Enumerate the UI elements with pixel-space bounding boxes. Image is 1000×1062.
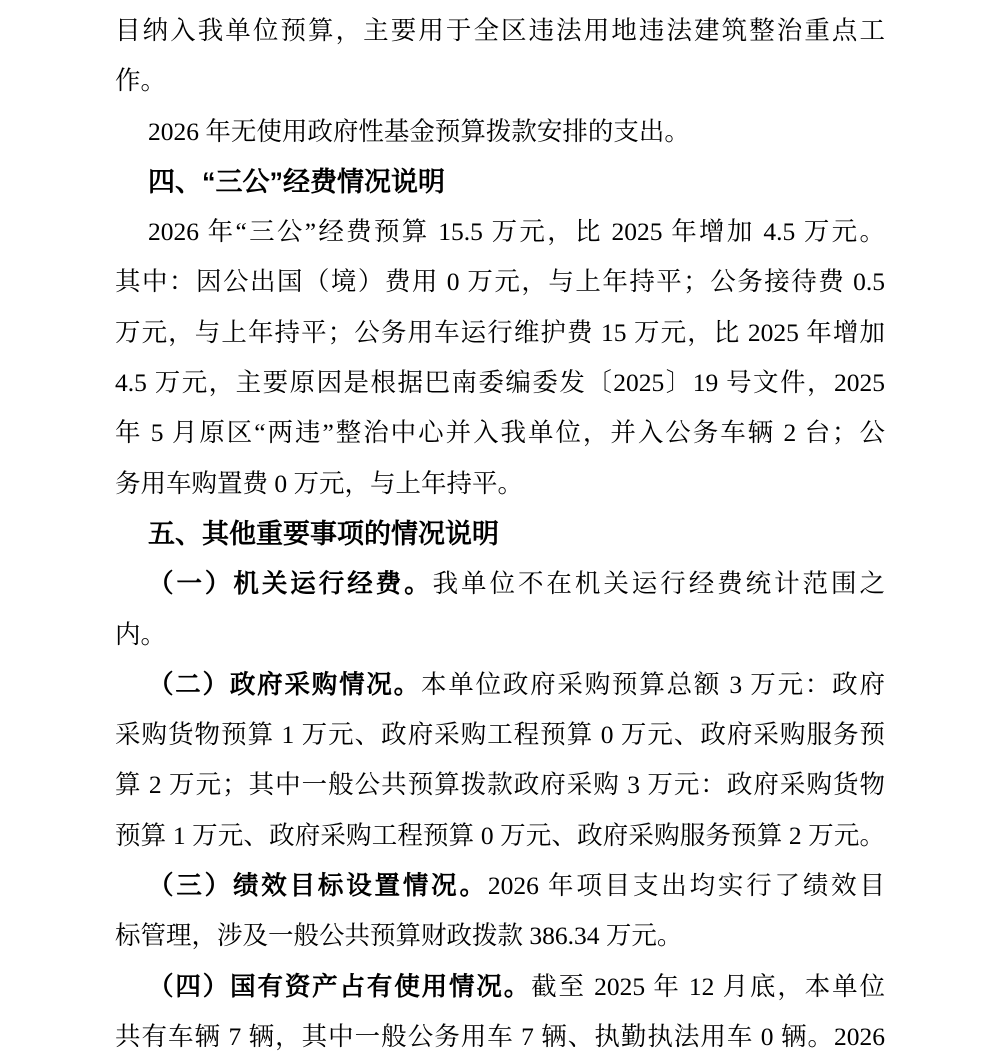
- body-text: 2026 年无使用政府性基金预算拨款安排的支出。: [148, 116, 690, 146]
- body-text: 年 5 月原区“两违”整治中心并入我单位，并入公务车辆 2 台；公: [115, 418, 885, 448]
- section-heading-text: 五、其他重要事项的情况说明: [148, 518, 499, 549]
- para-three-public-line: [115, 358, 885, 408]
- subitem-title-text: （三）绩效目标设置情况。: [148, 871, 488, 901]
- para-item-3-line: [115, 911, 885, 961]
- subitem-title-text: （二）政府采购情况。: [148, 669, 421, 699]
- subitem-title-text: （四）国有资产占有使用情况。: [148, 971, 532, 1001]
- body-text: 4.5 万元，主要原因是根据巴南委编委发〔2025〕19 号文件，2025: [115, 368, 885, 398]
- body-text: 共有车辆 7 辆，其中一般公务用车 7 辆、执勤执法用车 0 辆。2026: [115, 1021, 885, 1051]
- para-gov-fund-line: [115, 107, 885, 157]
- body-text: 预算 1 万元、政府采购工程预算 0 万元、政府采购服务预算 2 万元。: [115, 820, 885, 850]
- para-three-public-line: [115, 408, 885, 458]
- body-text: 其中：因公出国（境）费用 0 万元，与上年持平；公务接待费 0.5: [115, 267, 885, 297]
- para-item-2-line: [115, 660, 885, 710]
- subitem-title-text: （一）机关运行经费。: [148, 569, 433, 599]
- body-text: 作。: [115, 66, 167, 96]
- para-three-public-line: [115, 207, 885, 257]
- para-three-public-line: [115, 257, 885, 307]
- body-text: 万元，与上年持平；公务用车运行维护费 15 万元，比 2025 年增加: [115, 317, 885, 347]
- section-heading-5: [115, 509, 885, 559]
- body-text: 我单位不在机关运行经费统计范围之: [432, 569, 885, 599]
- body-text: 目纳入我单位预算，主要用于全区违法用地违法建筑整治重点工: [115, 16, 885, 45]
- document-text-block: [115, 6, 885, 1062]
- para-item-1-line: [115, 559, 885, 609]
- body-text: 内。: [115, 619, 167, 649]
- body-text: 2026 年“三公”经费预算 15.5 万元，比 2025 年增加 4.5 万元。: [148, 217, 885, 247]
- para-item-3-line: [115, 861, 885, 911]
- para-project-budget-line: [115, 56, 885, 106]
- body-text: 采购货物预算 1 万元、政府采购工程预算 0 万元、政府采购服务预: [115, 720, 885, 750]
- para-item-2-line: [115, 760, 885, 810]
- body-text: 本单位政府采购预算总额 3 万元：政府: [420, 669, 885, 699]
- para-three-public-line: [115, 459, 885, 509]
- body-text: 截至 2025 年 12 月底，本单位: [531, 971, 885, 1001]
- para-three-public-line: [115, 308, 885, 358]
- para-project-budget-line: [115, 6, 885, 56]
- body-text: 2026 年项目支出均实行了绩效目: [487, 871, 885, 901]
- para-item-1-line: [115, 610, 885, 660]
- body-text: 算 2 万元；其中一般公共预算拨款政府采购 3 万元：政府采购货物: [115, 770, 885, 800]
- section-heading-text: 四、“三公”经费情况说明: [148, 166, 445, 197]
- body-text: 标管理，涉及一般公共预算财政拨款 386.34 万元。: [115, 921, 683, 951]
- para-item-4-line: [115, 1012, 885, 1062]
- body-text: 务用车购置费 0 万元，与上年持平。: [115, 468, 524, 498]
- para-item-2-line: [115, 710, 885, 760]
- para-item-2-line: [115, 811, 885, 861]
- para-item-4-line: [115, 962, 885, 1012]
- section-heading-4: [115, 157, 885, 207]
